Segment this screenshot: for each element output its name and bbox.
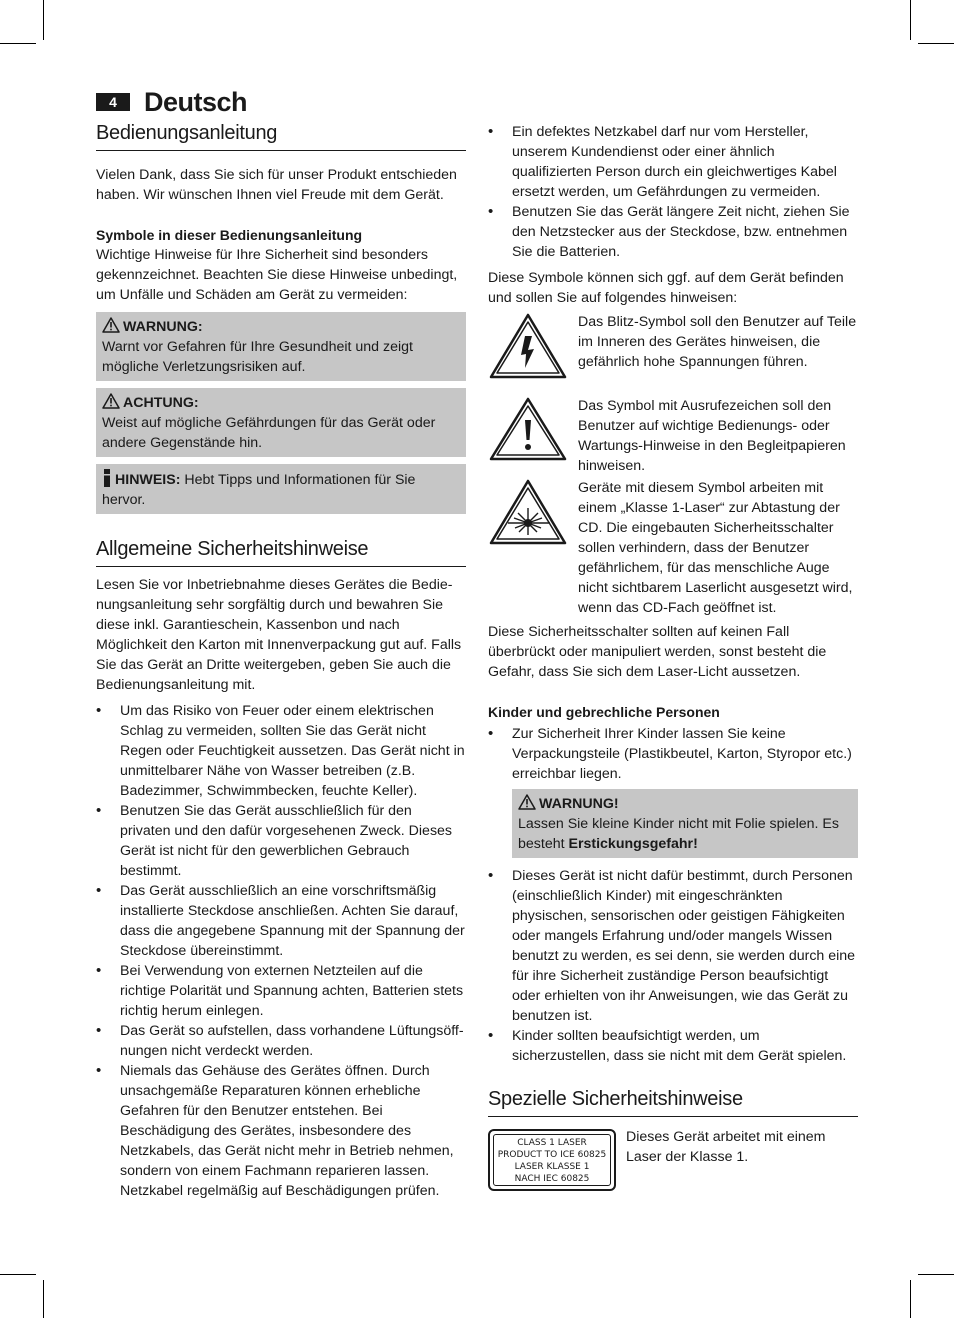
list-item: • Kinder sollten beaufsichtigt werden, um sicherzustellen, dass sie nicht mit dem Gerät spielen.	[488, 1026, 858, 1066]
bolt-symbol-row	[488, 312, 858, 386]
laser-label-line: LASER KLASSE 1	[514, 1162, 590, 1172]
laser-symbol-row	[488, 478, 858, 618]
laser-label-line: CLASS 1 LASER	[517, 1138, 587, 1148]
laser-label-line: NACH IEC 60825	[514, 1174, 590, 1184]
list-item: • Zur Sicherheit Ihrer Kinder lassen Sie keine Verpackungsteile (Plastikbeutel, Karton, Styropor etc.) erreichbar liegen.	[488, 724, 858, 784]
crop-mark	[0, 1274, 36, 1275]
note-text: Hebt Tipps und Informationen für Sie hervor.	[102, 472, 416, 508]
laser-class-label	[488, 1129, 616, 1191]
caution-label: ACHTUNG:	[123, 395, 199, 411]
symbols-heading: Symbole in dieser Bedienungsanleitung	[96, 227, 363, 243]
safety-bullet-list	[96, 701, 466, 1201]
language-title: Deutsch	[144, 86, 248, 117]
list-item: • Dieses Gerät ist nicht dafür bestimmt, durch Personen (einschließlich Kinder) mit eingeschränkten physischen, sensorischen oder geistigen Fähigkeiten oder mangels Erfahrung und/oder mangels Wissen benutzt zu werden, es sei denn, sie werden durch eine für ihre Sicherheit zuständige Person beaufsichtigt oder erhielten von ihr Anweisungen, wie das Gerät zu benutzen ist.	[488, 866, 858, 1026]
warning-box	[96, 312, 466, 381]
page-header	[96, 86, 247, 118]
info-icon	[102, 469, 112, 487]
crop-mark	[910, 1280, 911, 1318]
supervision-bullet-list	[488, 866, 858, 1066]
list-item: • Bei Verwendung von externen Netzteilen auf die richtige Polarität und Spannung achten, Batterien stets richtig herum einlegen.	[96, 961, 466, 1021]
crop-mark	[43, 1280, 44, 1318]
crop-mark	[910, 0, 911, 40]
list-item: • Das Gerät so aufstellen, dass vorhandene Lüftungsöffnungen nicht verdeckt werden.	[96, 1021, 466, 1061]
page-number: 4	[96, 93, 130, 111]
child-warning-label: WARNUNG!	[539, 796, 619, 812]
child-warning-bold: Erstickungsgefahr!	[568, 836, 698, 852]
left-column	[96, 120, 466, 1201]
warning-label: WARNUNG:	[123, 319, 203, 335]
symbols-paragraph: Wichtige Hinweise für Ihre Sicherheit sind besonders gekennzeichnet. Beachten Sie diese Hinweise unbedingt, um Unfälle und Schäden am Gerät zu vermeiden:	[96, 247, 458, 303]
note-label: HINWEIS:	[115, 472, 181, 488]
crop-mark	[918, 1274, 954, 1275]
laser-symbol-text: Geräte mit diesem Symbol arbeiten mit einem „Klasse 1-Laser“ zur Abtastung der CD. Die eingebauten Sicherheitsschalter sollen verhindern, dass der Benutzer gefährlichem, für das menschliche Auge nicht sichtbarem Laserlicht ausgesetzt wird, wenn das CD-Fach geöffnet ist.	[578, 480, 853, 616]
crop-mark	[43, 0, 44, 40]
manual-heading: Bedienungsanleitung	[96, 120, 466, 151]
note-box	[96, 464, 466, 514]
crop-mark	[0, 43, 36, 44]
lightning-bolt-icon	[488, 312, 570, 386]
list-item: • Ein defektes Netzkabel darf nur vom Hersteller, unserem Kundendienst oder einer ähnlich qualifizierten Person durch ein gleichwertiges Kabel ersetzt werden, um Gefährdungen zu vermeiden.	[488, 122, 858, 202]
exclamation-symbol-row	[488, 396, 858, 476]
crop-mark	[918, 43, 954, 44]
safety-intro: Lesen Sie vor Inbetriebnahme dieses Gerätes die Bedienungsanleitung sehr sorgfältig durch und bewahren Sie diese inkl. Garantieschein, Kassenbon und nach Möglichkeit den Karton mit Innenverpackung gut auf. Falls Sie das Gerät an Dritte weitergeben, geben Sie auch die Bedienungsanleitung mit.	[96, 577, 462, 693]
right-column	[488, 122, 858, 1191]
safety-switch-text: Diese Sicherheitsschalter sollten auf keinen Fall überbrückt oder manipuliert werden, sonst besteht die Gefahr, dass Sie sich dem Laser-Licht aussetzen.	[488, 624, 827, 680]
special-safety-text: Dieses Gerät arbeitet mit einem Laser der Klasse 1.	[626, 1129, 826, 1165]
caution-box	[96, 388, 466, 457]
warning-triangle-icon	[518, 794, 536, 810]
list-item: • Niemals das Gehäuse des Gerätes öffnen. Durch unsachgemäße Reparaturen können erhebliche Gefahren für den Benutzer entstehen. Bei Beschädigung des Gerätes, insbesondere des Netzkabels, das Gerät nicht mehr in Betrieb nehmen, sondern von einem Fachmann reparieren lassen. Netzkabel regelmäßig auf Beschädigungen prüfen.	[96, 1061, 466, 1201]
caution-triangle-icon	[102, 393, 120, 409]
child-warning-text: Lassen Sie kleine Kinder nicht mit Folie spielen. Es besteht	[518, 816, 839, 852]
child-warning-box	[512, 789, 858, 858]
laser-label-row	[488, 1129, 858, 1191]
list-item: • Das Gerät ausschließlich an eine vorschriftsmäßig installierte Steckdose anschließen. Achten Sie darauf, dass die angegebene Spannung mit der Spannung der Steckdose übereinstimmt.	[96, 881, 466, 961]
list-item: • Benutzen Sie das Gerät ausschließlich für den privaten und den dafür vorgesehenen Zweck. Dieses Gerät ist nicht für den gewerblichen Gebrauch bestimmt.	[96, 801, 466, 881]
safety-bullet-list-continued	[488, 122, 858, 262]
symbols-intro: Diese Symbole können sich ggf. auf dem Gerät befinden und sollen Sie auf folgendes hinweisen:	[488, 270, 844, 306]
list-item: • Benutzen Sie das Gerät längere Zeit nicht, ziehen Sie den Netzstecker aus der Steckdose, bzw. entnehmen Sie die Batterien.	[488, 202, 858, 262]
children-bullet-list	[488, 724, 858, 784]
laser-radiation-icon	[488, 478, 570, 618]
special-safety-heading: Spezielle Sicherheitshinweise	[488, 1086, 858, 1117]
list-item: • Um das Risiko von Feuer oder einem elektrischen Schlag zu vermeiden, sollten Sie das Gerät nicht Regen oder Feuchtigkeit aussetzen. Das Gerät nicht in unmittelbarer Nähe von Wasser betreiben (z.B. Badezimmer, Schwimmbecken, feuchte Keller).	[96, 701, 466, 801]
laser-label-line: PRODUCT TO ICE 60825	[497, 1150, 607, 1160]
warning-text: Warnt vor Gefahren für Ihre Gesundheit und zeigt mögliche Verletzungsrisiken auf.	[102, 339, 413, 375]
exclamation-symbol-text: Das Symbol mit Ausrufezeichen soll den Benutzer auf wichtige Bedienungs- oder Wartungs-Hinweise in den Begleitpapieren hinweisen.	[578, 398, 846, 474]
warning-triangle-icon	[102, 317, 120, 333]
safety-heading: Allgemeine Sicherheitshinweise	[96, 536, 466, 567]
exclamation-warning-icon	[488, 396, 570, 476]
children-heading: Kinder und gebrechliche Personen	[488, 704, 720, 720]
bolt-symbol-text: Das Blitz-Symbol soll den Benutzer auf Teile im Inneren des Gerätes hinweisen, die gefährlich hohe Spannungen führen.	[578, 314, 857, 370]
caution-text: Weist auf mögliche Gefährdungen für das Gerät oder andere Gegenstände hin.	[102, 415, 436, 451]
intro-paragraph: Vielen Dank, dass Sie sich für unser Produkt entschieden haben. Wir wünschen Ihnen viel Freude mit dem Gerät.	[96, 167, 457, 203]
